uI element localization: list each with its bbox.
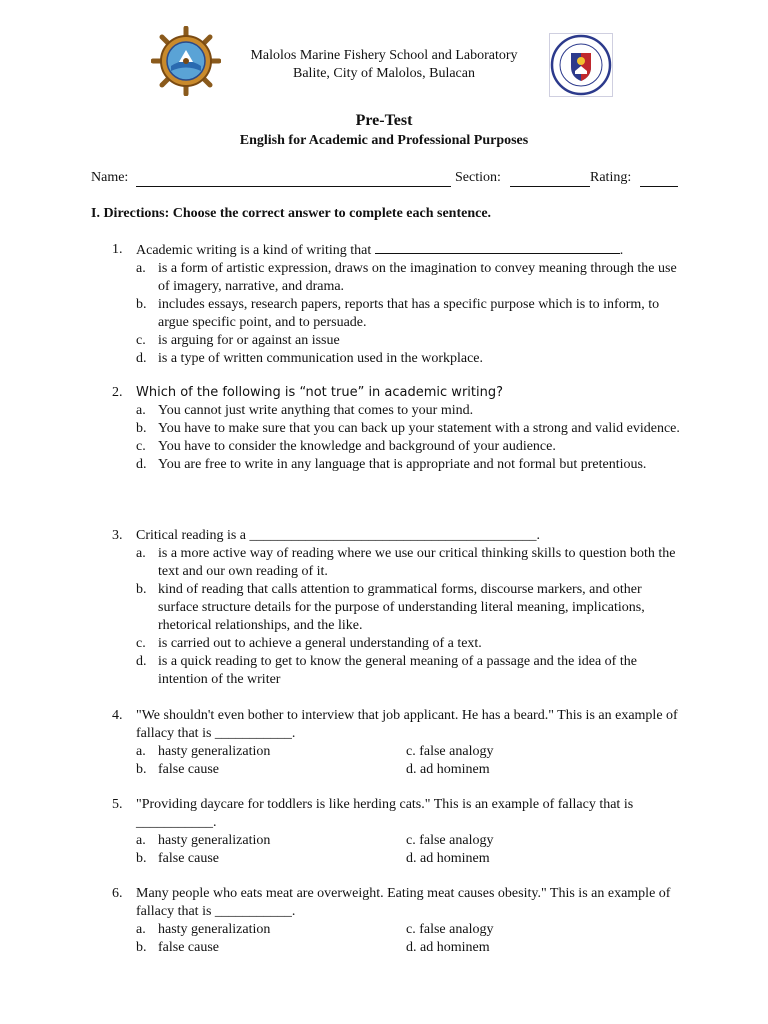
question-6 [112,885,682,957]
option-b[interactable]: b. false cause [136,851,220,866]
option-d[interactable]: d. is a type of written communication used in the workplace. [136,351,484,366]
question-number: 4. [112,708,123,723]
option-b[interactable]: b. includes essays, research papers, reports that has a specific purpose which is to inform, to argue specific point, and to persuade. [136,297,660,330]
question-stem: Academic writing is a kind of writing that . [136,243,624,258]
question-stem: "Providing daycare for toddlers is like herding cats." This is an example of fallacy that is ___________. [136,797,634,830]
school-name: Malolos Marine Fishery School and Laboratory [250,48,518,63]
option-d[interactable]: d. ad hominem [406,851,490,866]
question-2 [112,384,682,474]
question-3 [112,527,682,689]
option-d[interactable]: d. You are free to write in any language that is appropriate and not formal but pretentious. [136,457,647,472]
section-label: Section: [455,170,501,185]
option-c[interactable]: c. You have to consider the knowledge and background of your audience. [136,439,556,454]
question-number: 6. [112,886,123,901]
question-1 [112,241,682,368]
option-a[interactable]: a. is a form of artistic expression, draws on the imagination to convey meaning through the use of imagery, narrative, and drama. [136,261,677,294]
option-d[interactable]: d. is a quick reading to get to know the general meaning of a passage and the idea of the intention of the writer [136,654,637,687]
question-stem: Critical reading is a _________________________________________. [136,528,541,543]
question-stem: Many people who eats meat are overweight. Eating meat causes obesity." This is an example of fallacy that is ___________. [136,886,671,919]
option-a[interactable]: a. is a more active way of reading where we use our critical thinking skills to question both the text and our own reading of it. [136,546,676,579]
option-a[interactable]: a. You cannot just write anything that comes to your mind. [136,403,474,418]
question-number: 2. [112,385,123,400]
answer-blank[interactable] [375,241,620,254]
option-c[interactable]: c. is carried out to achieve a general understanding of a text. [136,636,482,651]
page-subtitle: English for Academic and Professional Purposes [239,133,529,148]
question-4 [112,707,682,779]
option-b[interactable]: b. false cause [136,940,220,955]
question-number: 3. [112,528,123,543]
option-c[interactable]: c. is arguing for or against an issue [136,333,340,348]
rating-label: Rating: [590,170,632,185]
question-5 [112,796,682,868]
option-d[interactable]: d. ad hominem [406,940,490,955]
option-a[interactable]: a. hasty generalization [136,833,271,848]
question-number: 5. [112,797,123,812]
option-b[interactable]: b. kind of reading that calls attention to grammatical forms, discourse markers, and other surface structure details for the purpose of understanding literal meaning, implications, rhetorical relationships, and the like. [136,582,645,633]
directions: I. Directions: Choose the correct answer to complete each sentence. [91,206,492,221]
option-b[interactable]: b. false cause [136,762,220,777]
option-a[interactable]: a. hasty generalization [136,922,271,937]
school-address: Balite, City of Malolos, Bulacan [293,66,475,81]
option-c[interactable]: c. false analogy [406,744,494,759]
page-title: Pre-Test [355,112,413,129]
question-stem: Which of the following is “not true” in academic writing? [136,385,503,400]
option-c[interactable]: c. false analogy [406,833,494,848]
option-b[interactable]: b. You have to make sure that you can back up your statement with a strong and valid evidence. [136,421,680,436]
option-d[interactable]: d. ad hominem [406,762,490,777]
option-c[interactable]: c. false analogy [406,922,494,937]
question-number: 1. [112,242,123,257]
name-label: Name: [91,170,129,185]
question-stem: "We shouldn't even bother to interview that job applicant. He has a beard." This is an example of fallacy that is ___________. [136,708,678,741]
name-field[interactable] [136,186,451,187]
rating-field[interactable] [640,186,678,187]
option-a[interactable]: a. hasty generalization [136,744,271,759]
section-field[interactable] [510,186,590,187]
student-info-row [91,170,691,188]
